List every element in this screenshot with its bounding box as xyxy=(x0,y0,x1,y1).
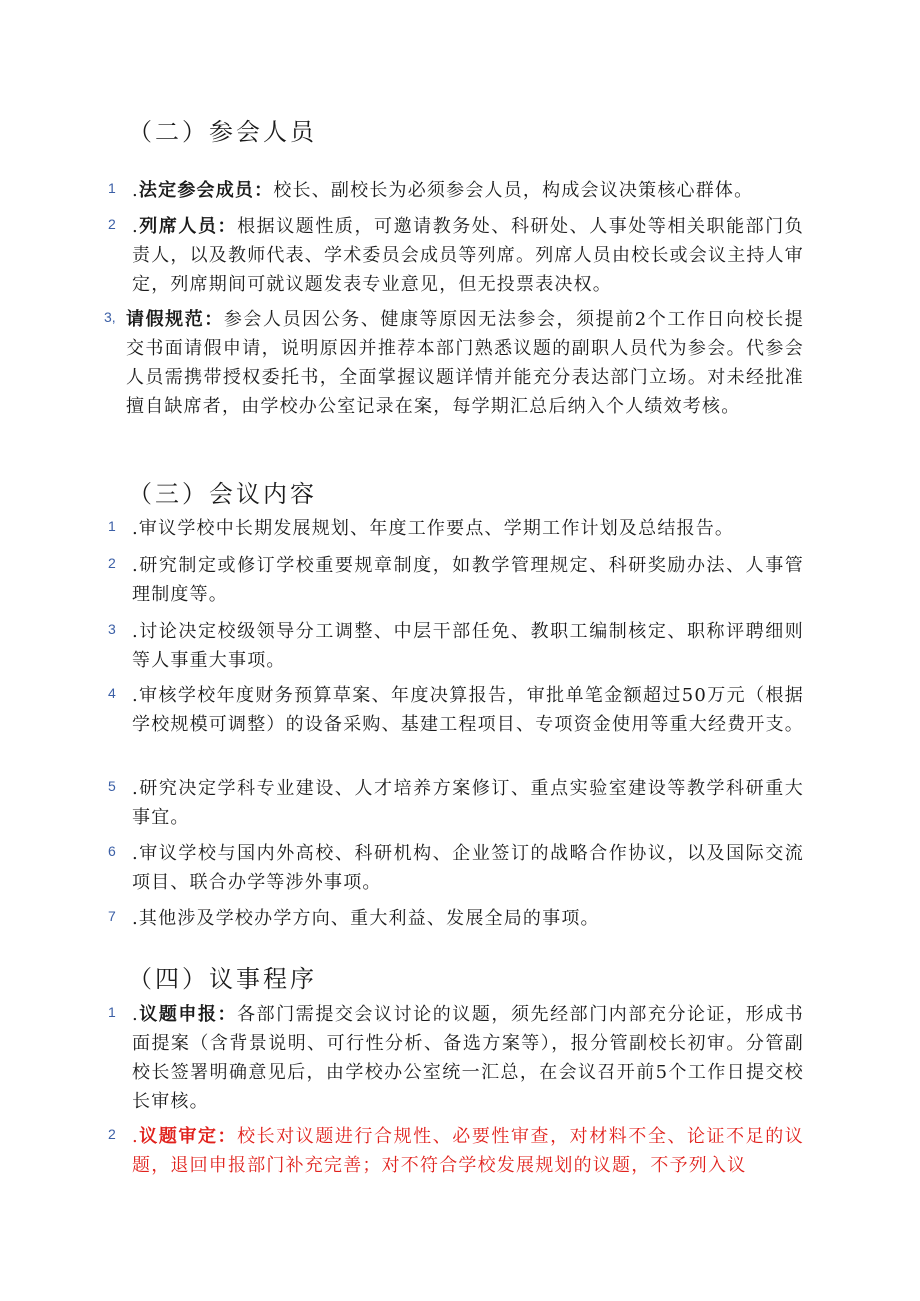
item-lead: 议题审定： xyxy=(138,1126,238,1147)
item-text: 研究决定学科专业建设、人才培养方案修订、重点实验室建设等教学科研重大事宜。 xyxy=(132,778,804,828)
item-number: 1 xyxy=(108,1004,116,1020)
item-number: 2 xyxy=(108,1126,116,1142)
section-heading-attendees: （二）参会人员 xyxy=(128,118,317,146)
item-text: 校长、副校长为必须参会人员，构成会议决策核心群体。 xyxy=(273,180,754,201)
list-item xyxy=(104,305,804,421)
item-body: .议题审定：校长对议题进行合规性、必要性审查，对材料不全、论证不足的议题，退回申报部门补充完善；对不符合学校发展规划的议题，不予列入议 xyxy=(132,1126,805,1176)
item-text: 讨论决定校级领导分工调整、中层干部任免、教职工编制核定、职称评聘细则等人事重大事项。 xyxy=(132,621,804,671)
section-heading-procedure: （四）议事程序 xyxy=(128,965,317,993)
item-body: .审议学校中长期发展规划、年度工作要点、学期工作计划及总结报告。 xyxy=(132,518,735,539)
item-number: 2 xyxy=(108,555,116,571)
item-text: 审核学校年度财务预算草案、年度决算报告，审批单笔金额超过50万元（根据学校规模可调整）的设备采购、基建工程项目、专项资金使用等重大经费开支。 xyxy=(132,685,804,735)
item-number: 3, xyxy=(104,309,116,325)
item-text: 各部门需提交会议讨论的议题，须先经部门内部充分论证，形成书面提案（含背景说明、可行性分析、备选方案等），报分管副校长初审。分管副校长签署明确意见后，由学校办公室统一汇总，在会议召开前5个工作日提交校长审核。 xyxy=(132,1004,805,1112)
list-item xyxy=(104,904,804,933)
section-heading-content: （三）会议内容 xyxy=(128,480,317,508)
list-item xyxy=(104,212,804,299)
item-text: 其他涉及学校办学方向、重大利益、发展全局的事项。 xyxy=(138,908,600,929)
item-body xyxy=(126,305,804,421)
item-text: 校长对议题进行合规性、必要性审查，对材料不全、论证不足的议题，退回申报部门补充完善；对不符合学校发展规划的议题，不予列入议 xyxy=(132,1126,805,1176)
item-body: .讨论决定校级领导分工调整、中层干部任免、教职工编制核定、职称评聘细则等人事重大事项。 xyxy=(132,621,804,671)
list-item xyxy=(104,1000,804,1116)
item-body: .其他涉及学校办学方向、重大利益、发展全局的事项。 xyxy=(132,908,600,929)
item-number: 5 xyxy=(108,778,116,794)
item-body: .研究决定学科专业建设、人才培养方案修订、重点实验室建设等教学科研重大事宜。 xyxy=(132,778,804,828)
list-item xyxy=(104,1122,824,1178)
item-body: .研究制定或修订学校重要规章制度，如教学管理规定、科研奖励办法、人事管理制度等。 xyxy=(132,555,804,605)
item-lead: 议题申报： xyxy=(138,1004,238,1025)
list-item xyxy=(104,551,804,609)
item-text: 审议学校中长期发展规划、年度工作要点、学期工作计划及总结报告。 xyxy=(138,518,735,539)
list-item xyxy=(104,681,804,739)
item-body: .审核学校年度财务预算草案、年度决算报告，审批单笔金额超过50万元（根据学校规模可调整）的设备采购、基建工程项目、专项资金使用等重大经费开支。 xyxy=(132,685,804,735)
item-text: 根据议题性质，可邀请教务处、科研处、人事处等相关职能部门负责人，以及教师代表、学术委员会成员等列席。列席人员由校长或会议主持人审定，列席期间可就议题发表专业意见，但无投票表决权。 xyxy=(132,216,805,295)
item-number: 1 xyxy=(108,518,116,534)
item-body: .列席人员：根据议题性质，可邀请教务处、科研处、人事处等相关职能部门负责人，以及教师代表、学术委员会成员等列席。列席人员由校长或会议主持人审定，列席期间可就议题发表专业意见，但无投票表决权。 xyxy=(132,216,805,295)
item-body: .审议学校与国内外高校、科研机构、企业签订的战略合作协议，以及国际交流项目、联合办学等涉外事项。 xyxy=(132,843,804,893)
item-number: 7 xyxy=(108,908,116,924)
item-number: 3 xyxy=(108,621,116,637)
item-body: .法定参会成员：校长、副校长为必须参会人员，构成会议决策核心群体。 xyxy=(132,180,754,201)
item-text: 参会人员因公务、健康等原因无法参会，须提前2个工作日向校长提交书面请假申请，说明原因并推荐本部门熟悉议题的副职人员代为参会。代参会人员需携带授权委托书，全面掌握议题详情并能充分表达部门立场。对未经批准擅自缺席者，由学校办公室记录在案，每学期汇总后纳入个人绩效考核。 xyxy=(126,309,805,417)
item-text: 研究制定或修订学校重要规章制度，如教学管理规定、科研奖励办法、人事管理制度等。 xyxy=(132,555,804,605)
item-number: 2 xyxy=(108,216,116,232)
item-body: .议题申报：各部门需提交会议讨论的议题，须先经部门内部充分论证，形成书面提案（含背景说明、可行性分析、备选方案等），报分管副校长初审。分管副校长签署明确意见后，由学校办公室统一汇总，在会议召开前5个工作日提交校长审核。 xyxy=(132,1004,805,1112)
list-item xyxy=(104,617,804,675)
item-lead: 列席人员： xyxy=(138,216,238,237)
list-item xyxy=(104,774,804,832)
list-item xyxy=(104,176,804,205)
list-item xyxy=(104,514,804,543)
item-text: 审议学校与国内外高校、科研机构、企业签订的战略合作协议，以及国际交流项目、联合办学等涉外事项。 xyxy=(132,843,804,893)
item-number: 6 xyxy=(108,843,116,859)
list-item xyxy=(104,839,804,897)
item-lead: 请假规范： xyxy=(126,309,224,330)
item-number: 4 xyxy=(108,685,116,701)
item-number: 1 xyxy=(108,180,116,196)
item-lead: 法定参会成员： xyxy=(138,180,274,201)
